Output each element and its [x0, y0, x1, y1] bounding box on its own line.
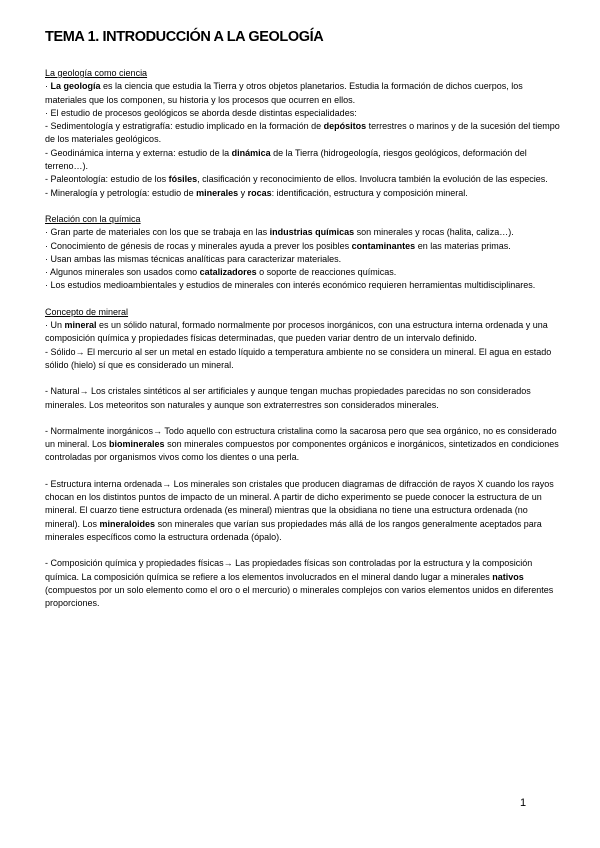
paragraph: [45, 147, 560, 174]
bold-term: fósiles: [168, 174, 198, 185]
section-geologia-ciencia: [45, 67, 560, 200]
text-run: · Los estudios medioambientales y estudios de minerales con interés económico requieren herramientas multidisciplinares.: [45, 280, 536, 291]
section-heading: Concepto de mineral: [45, 306, 129, 317]
text-run: - Mineralogía y petrología: estudio de: [45, 187, 197, 198]
paragraph: [45, 557, 560, 610]
text-run: - Composición química y propiedades físicas→ Las propiedades físicas son controladas por la estructura y la composición química. La composición química se refiere a los elementos involucrados en el mineral dando lugar a minerales: [45, 558, 533, 582]
text-run: en las materias primas.: [415, 240, 511, 251]
paragraph: [45, 385, 560, 412]
text-run: terrestres o marinos y de la sucesión del tiempo de los materiales geológicos.: [45, 121, 560, 145]
document-body: [45, 67, 560, 623]
text-run: · El estudio de procesos geológicos se aborda desde distintas especialidades:: [45, 107, 357, 118]
text-run: (compuestos por un solo elemento como el oro o el mercurio) o minerales complejos con varios elementos unidos en diferentes proporciones.: [45, 584, 554, 609]
text-run: y: [238, 187, 248, 198]
text-run: · Algunos minerales son usados como: [45, 267, 200, 278]
text-run: : identificación, estructura y composición mineral.: [271, 187, 468, 198]
bold-term: dinámica: [231, 147, 271, 158]
paragraph: [45, 240, 560, 253]
text-run: son minerales que varían sus propiedades más allá de los rangos generalmente aceptados para minerales específicos como la estructura ordenada (ópalo).: [45, 518, 542, 542]
bold-term: catalizadores: [199, 267, 257, 278]
section-relacion-quimica: [45, 213, 560, 293]
section-heading: Relación con la química: [45, 213, 141, 224]
text-run: son minerales y rocas (halita, caliza…).: [354, 227, 514, 238]
text-run: ·: [45, 81, 51, 92]
paragraph: [45, 279, 560, 292]
paragraph: [45, 173, 560, 186]
page-title: TEMA 1. INTRODUCCIÓN A LA GEOLOGÍA: [45, 29, 324, 45]
bold-term: minerales: [196, 187, 239, 198]
bold-term: mineral: [64, 320, 97, 331]
bold-term: nativos: [492, 571, 524, 582]
paragraph: [45, 266, 560, 279]
paragraph: [45, 478, 560, 544]
text-run: es un sólido natural, formado normalmente por procesos inorgánicos, con una estructura interna ordenada y una composición química y propiedades físicas determinadas, que pueden variar dentro de un intervalo definido.: [45, 320, 548, 344]
bold-term: La geología: [50, 81, 101, 92]
text-run: · Gran parte de materiales con los que se trabaja en las: [45, 227, 270, 238]
bold-term: contaminantes: [351, 240, 416, 251]
bold-term: mineraloides: [99, 518, 156, 529]
text-run: - Normalmente inorgánicos→ Todo aquello con estructura cristalina como la sacarosa pero que sea orgánico, no es considerado un mineral. Los: [45, 425, 557, 450]
paragraph: [45, 120, 560, 147]
paragraph: [45, 107, 560, 120]
section-concepto-mineral: [45, 306, 560, 611]
bold-term: depósitos: [323, 121, 367, 132]
paragraph: [45, 346, 560, 373]
section-heading: La geología como ciencia: [45, 68, 148, 78]
text-run: de la Tierra (hidrogeología, riesgos geológicos, deformación del terreno…).: [45, 147, 527, 172]
text-run: - Sedimentología y estratigrafía: estudio implicado en la formación de: [45, 121, 324, 132]
bold-term: rocas: [247, 187, 272, 198]
paragraph: [45, 226, 560, 239]
text-run: son minerales compuestos por componentes orgánicos e inorgánicos, sintetizados en condiciones controladas por organismos vivos como los dientes o una perla.: [45, 439, 559, 463]
bold-term: industrias químicas: [269, 227, 355, 238]
text-run: o soporte de reacciones químicas.: [256, 267, 397, 278]
paragraph: [45, 253, 560, 266]
text-run: · Un: [45, 320, 65, 331]
text-run: - Natural→ Los cristales sintéticos al ser artificiales y aunque tengan muchas propiedades parecidas no son considerados minerales. Los meteoritos son naturales y aunque son extraterrestres son considerados minerales.: [45, 386, 531, 410]
text-run: , clasificación y reconocimiento de ellos. Involucra también la evolución de las especies.: [197, 174, 548, 185]
text-run: - Estructura interna ordenada→ Los minerales son cristales que producen diagramas de difracción de rayos X cuando los rayos chocan en los distintos puntos de impacto de un mineral. A partir de dicho experimento se puede conocer la estructura de un mineral. El cuarzo tiene estructura ordenada (es mineral) mientras que la obsidiana no tiene una estructura ordenada (no mineral). Los: [45, 478, 554, 529]
text-run: · Usan ambas las mismas técnicas analíticas para caracterizar materiales.: [45, 253, 342, 264]
text-run: - Geodinámica interna y externa: estudio de la: [45, 147, 232, 158]
page-number: 1: [520, 797, 527, 809]
text-run: - Paleontología: estudio de los: [45, 174, 169, 185]
paragraph: [45, 319, 560, 346]
bold-term: biominerales: [109, 439, 165, 450]
paragraph: [45, 425, 560, 465]
paragraph: [45, 80, 560, 107]
text-run: - Sólido→ El mercurio al ser un metal en estado líquido a temperatura ambiente no se considera un mineral. El agua en estado sólido (hielo) sí que es considerado un mineral.: [45, 346, 552, 370]
text-run: es la ciencia que estudia la Tierra y otros objetos planetarios. Estudia la formación de dichos cuerpos, los materiales que los componen, su historia y los procesos que ocurren en ellos.: [45, 81, 523, 105]
text-run: · Conocimiento de génesis de rocas y minerales ayuda a prever los posibles: [45, 240, 352, 251]
paragraph: [45, 187, 560, 200]
